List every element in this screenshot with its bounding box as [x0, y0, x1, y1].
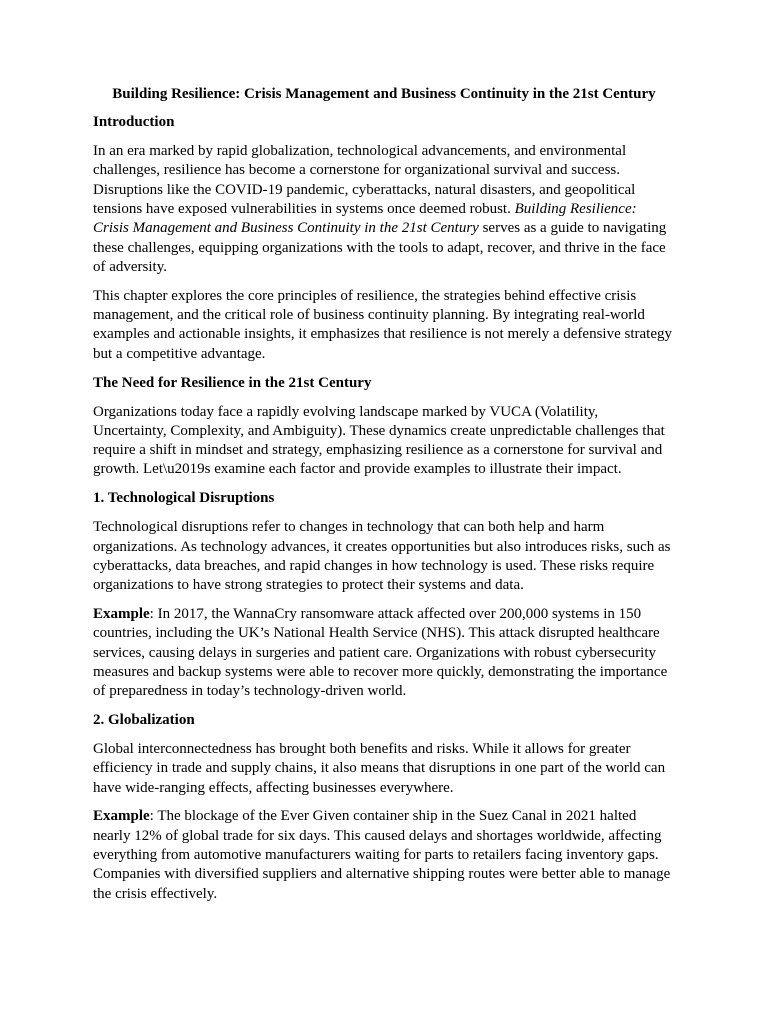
document-page — [93, 85, 675, 914]
globalization-paragraph-1: Global interconnectedness has brought both benefits and risks. While it allows for greater efficiency in trade and supply chains, it also means that disruptions in one part of the world can have wide-ranging effects, affecting businesses everywhere. — [93, 740, 666, 796]
tech-example-text: : In 2017, the WannaCry ransomware attack affected over 200,000 systems in 150 countries, including the UK’s National Health Service (NHS). This attack disrupted healthcare services, causing delays in surgeries and patient care. Organizations with robust cybersecurity measures and backup systems were able to recover more quickly, demonstrating the importance of preparedness in today’s technology-driven world. — [93, 605, 668, 700]
intro-paragraph-1-tail: serves as a guide to navigating these challenges, equipping organizations with the tools to adapt, recover, and thrive in the face of adversity. — [93, 220, 667, 275]
intro-paragraph-2: This chapter explores the core principles of resilience, the strategies behind effective crisis management, and the critical role of business continuity planning. By integrating real-world examples and actionable insights, it emphasizes that resilience is not merely a defensive strategy but a competitive advantage. — [93, 287, 672, 362]
tech-paragraph-1: Technological disruptions refer to changes in technology that can both help and harm organizations. As technology advances, it creates opportunities but also introduces risks, such as cyberattacks, data breaches, and rapid changes in how technology is used. These risks require organizations to have strong strategies to protect their systems and data. — [93, 519, 671, 594]
book-title-italic: Building Resilience: Crisis Management and Business Continuity in the 21st Century — [93, 201, 637, 237]
example-label: Example — [93, 605, 150, 622]
intro-paragraph-1 — [93, 142, 675, 277]
globalization-example-text: : The blockage of the Ever Given container ship in the Suez Canal in 2021 halted nearly 12% of global trade for six days. This caused delays and shortages worldwide, affecting everything from automotive manufacturers waiting for parts to retailers facing inventory gaps. Companies with diversified suppliers and alternative shipping routes were better able to manage the crisis effectively. — [93, 808, 671, 902]
tech-example-paragraph — [93, 605, 675, 701]
section-heading-globalization: 2. Globalization — [93, 712, 195, 729]
intro-paragraph-1-lead: In an era marked by rapid globalization, technological advancements, and environmental challenges, resilience has become a cornerstone for organizational survival and success. Disruptions like the COVID-19 pandemic, cyberattacks, natural disasters, and geopolitical tensions have exposed vulnerabilities in systems once deemed robust. — [93, 143, 636, 218]
section-heading-need-for-resilience: The Need for Resilience in the 21st Century — [93, 374, 372, 391]
section-heading-technological-disruptions: 1. Technological Disruptions — [93, 490, 275, 507]
need-paragraph-1: Organizations today face a rapidly evolving landscape marked by VUCA (Volatility, Uncertainty, Complexity, and Ambiguity). These dynamics create unpredictable challenges that require a shift in mindset and strategy, emphasizing resilience as a cornerstone for survival and growth. Let\u2019s examine each factor and provide examples to illustrate their impact. — [93, 403, 665, 478]
document-title: Building Resilience: Crisis Management and Business Continuity in the 21st Century — [112, 86, 656, 102]
example-label: Example — [93, 808, 150, 825]
globalization-example-paragraph — [93, 807, 675, 903]
section-heading-introduction: Introduction — [93, 114, 175, 131]
